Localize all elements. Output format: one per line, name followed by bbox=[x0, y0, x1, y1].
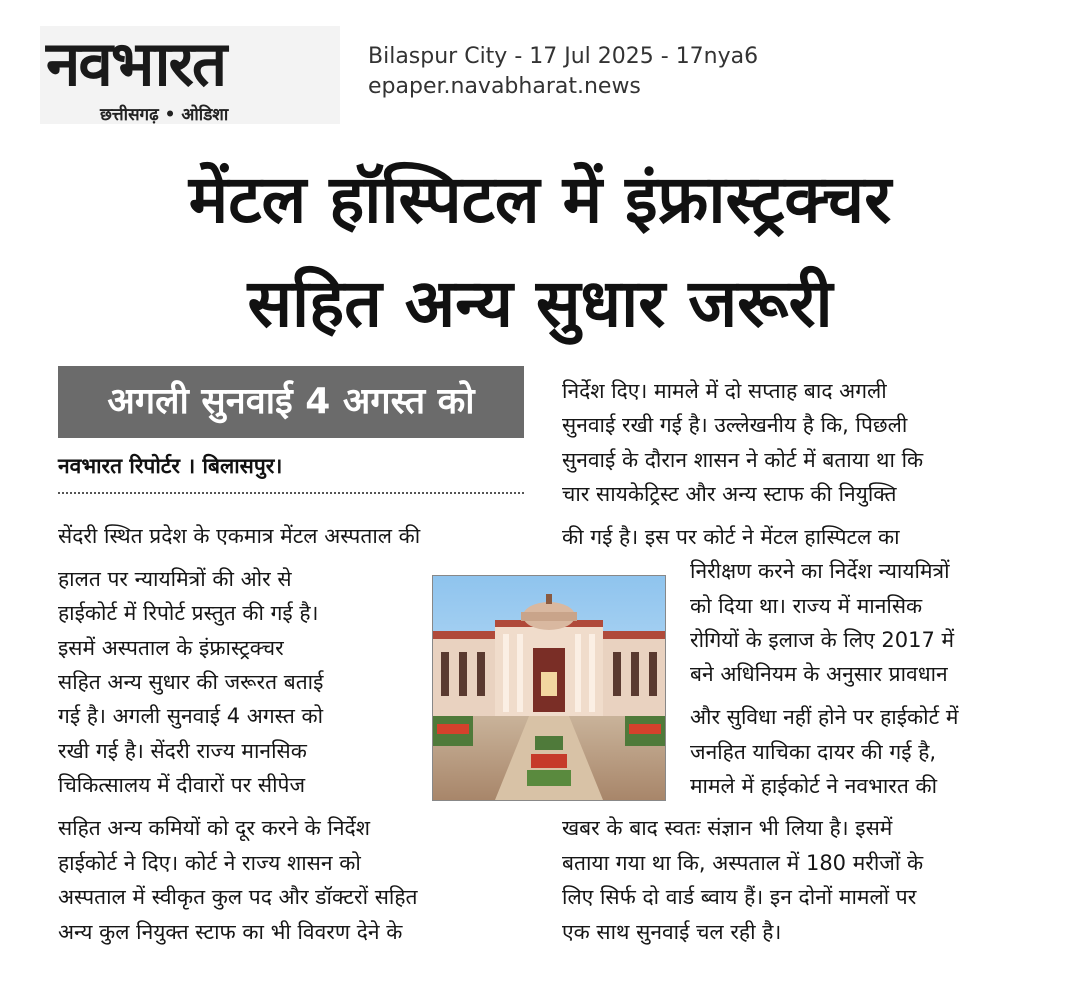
left-line: चिकित्सालय में दीवारों पर सीपेज bbox=[58, 773, 306, 797]
left-line: गई है। अगली सुनवाई 4 अगस्त को bbox=[58, 704, 324, 728]
right-line: जनहित याचिका दायर की गई है, bbox=[690, 740, 937, 764]
left-line: रखी गई है। सेंदरी राज्य मानसिक bbox=[58, 739, 307, 763]
left-line: सहित अन्य सुधार की जरूरत बताई bbox=[58, 670, 324, 694]
right-line: सुनवाई रखी गई है। उल्लेखनीय है कि, पिछली bbox=[562, 413, 908, 437]
left-line: सेंदरी स्थित प्रदेश के एकमात्र मेंटल अस्पताल की bbox=[58, 524, 421, 548]
left-line: हालत पर न्यायमित्रों की ओर से bbox=[58, 567, 292, 591]
headline-line-2: सहित अन्य सुधार जरूरी bbox=[247, 265, 833, 342]
left-line: हाईकोर्ट में रिपोर्ट प्रस्तुत की गई है। bbox=[58, 601, 319, 625]
right-line: एक साथ सुनवाई चल रही है। bbox=[562, 920, 782, 944]
right-line: बने अधिनियम के अनुसार प्रावधान bbox=[690, 662, 948, 686]
right-line: निरीक्षण करने का निर्देश न्यायमित्रों bbox=[690, 559, 950, 583]
edition-info bbox=[368, 42, 758, 102]
logo-subtitle: छत्तीसगढ़ • ओडिशा bbox=[100, 105, 229, 125]
left-line: अन्य कुल नियुक्त स्टाफ का भी विवरण देने के bbox=[58, 920, 403, 944]
right-line: चार सायकेट्रिस्ट और अन्य स्टाफ की नियुक्ति bbox=[562, 482, 897, 506]
right-line: निर्देश दिए। मामले में दो सप्ताह बाद अगली bbox=[562, 379, 887, 403]
left-line: हाईकोर्ट ने दिए। कोर्ट ने राज्य शासन को bbox=[58, 851, 361, 875]
right-line: बताया गया था कि, अस्पताल में 180 मरीजों के bbox=[562, 851, 924, 875]
masthead-logo-block bbox=[40, 26, 340, 124]
right-line: लिए सिर्फ दो वार्ड ब्वाय हैं। इन दोनों मामलों पर bbox=[562, 885, 917, 909]
byline: नवभारत रिपोर्टर । बिलासपुर। bbox=[58, 454, 283, 478]
edition-website: epaper.navabharat.news bbox=[368, 74, 641, 99]
right-line: खबर के बाद स्वतः संज्ञान भी लिया है। इसमें bbox=[562, 816, 893, 840]
right-line: मामले में हाईकोर्ट ने नवभारत की bbox=[690, 774, 938, 798]
high-court-building-photo bbox=[432, 575, 666, 801]
dotted-divider bbox=[58, 492, 524, 494]
right-line: रोगियों के इलाज के लिए 2017 में bbox=[690, 628, 955, 652]
left-line: अस्पताल में स्वीकृत कुल पद और डॉक्टरों सहित bbox=[58, 885, 418, 909]
right-line: सुनवाई के दौरान शासन ने कोर्ट में बताया था कि bbox=[562, 448, 924, 472]
left-line: सहित अन्य कमियों को दूर करने के निर्देश bbox=[58, 816, 370, 840]
right-line: की गई है। इस पर कोर्ट ने मेंटल हास्पिटल का bbox=[562, 525, 900, 549]
right-line: और सुविधा नहीं होने पर हाईकोर्ट में bbox=[690, 705, 959, 729]
headline-line-1: मेंटल हॉस्पिटल में इंफ्रास्ट्रक्चर bbox=[188, 161, 892, 238]
left-line: इसमें अस्पताल के इंफ्रास्ट्रक्चर bbox=[58, 636, 284, 660]
edition-date-line: Bilaspur City - 17 Jul 2025 - 17nya6 bbox=[368, 44, 759, 69]
subheadline-box: अगली सुनवाई 4 अगस्त को bbox=[58, 366, 524, 438]
right-line: को दिया था। राज्य में मानसिक bbox=[690, 594, 923, 618]
newspaper-logo: नवभारत bbox=[46, 27, 226, 100]
